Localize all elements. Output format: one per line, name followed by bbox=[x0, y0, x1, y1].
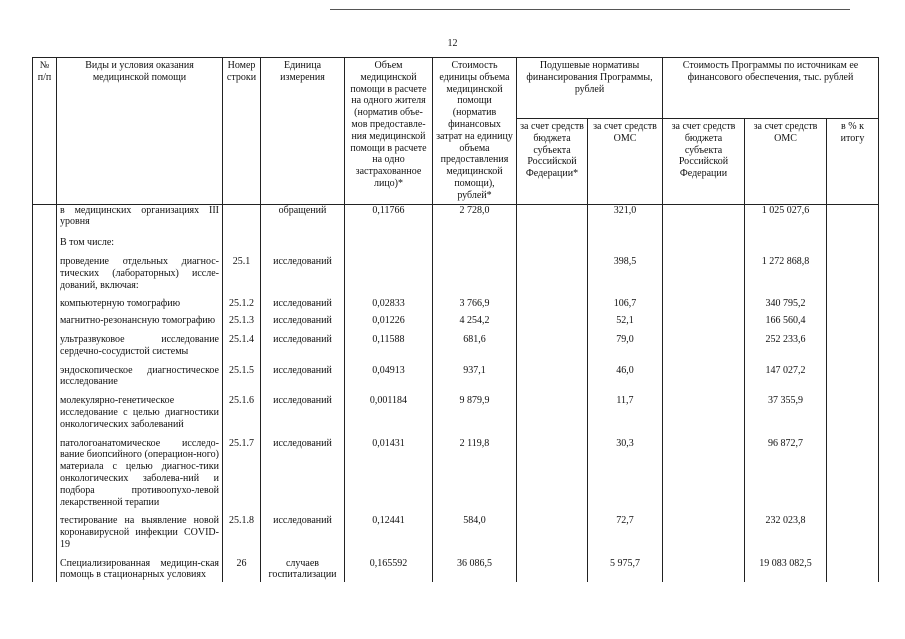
row-per-capita-oms: 321,0 bbox=[588, 204, 663, 229]
row-cost: 4 254,2 bbox=[433, 311, 517, 328]
row-per-capita-budget bbox=[517, 292, 588, 311]
row-per-capita-oms: 106,7 bbox=[588, 292, 663, 311]
row-name: патологоанатомическое исследо-вание биопсийного (операцион-ного) материала с целью диагнос-тики онкологических заболева-ний и подбора противоопухо-левой лекарственной терапии bbox=[57, 432, 223, 510]
row-per-capita-budget bbox=[517, 311, 588, 328]
row-cost: 937,1 bbox=[433, 359, 517, 390]
row-line: 25.1.4 bbox=[223, 328, 261, 359]
header-types: Виды и условия оказания медицинской помощи bbox=[57, 58, 223, 205]
row-name: проведение отдельных диагнос-тических (лабораторных) иссле-дований, включая: bbox=[57, 250, 223, 292]
row-unit: исследований bbox=[261, 359, 345, 390]
row-per-capita-budget bbox=[517, 359, 588, 390]
row-unit: исследований bbox=[261, 250, 345, 292]
row-volume: 0,01226 bbox=[345, 311, 433, 328]
row-num bbox=[33, 432, 57, 510]
row-num bbox=[33, 204, 57, 229]
row-program-budget bbox=[663, 311, 745, 328]
row-name: магнитно-резонансную томографию bbox=[57, 311, 223, 328]
header-unit: Единица измерения bbox=[261, 58, 345, 205]
row-name: компьютерную томографию bbox=[57, 292, 223, 311]
row-per-capita-oms: 79,0 bbox=[588, 328, 663, 359]
row-per-capita-budget bbox=[517, 250, 588, 292]
row-program-pct bbox=[827, 250, 879, 292]
row-program-oms: 1 025 027,6 bbox=[745, 204, 827, 229]
row-unit: исследований bbox=[261, 328, 345, 359]
row-per-capita-budget bbox=[517, 229, 588, 250]
row-unit bbox=[261, 229, 345, 250]
row-cost: 3 766,9 bbox=[433, 292, 517, 311]
table-row bbox=[33, 328, 879, 359]
row-program-oms: 232 023,8 bbox=[745, 509, 827, 551]
row-program-budget bbox=[663, 389, 745, 431]
row-name: Специализированная медицин-ская помощь в стационарных условиях bbox=[57, 552, 223, 583]
page-number: 12 bbox=[447, 38, 458, 49]
table-body bbox=[33, 204, 879, 582]
header-program-pct: в % к итогу bbox=[827, 119, 879, 205]
row-program-oms bbox=[745, 229, 827, 250]
row-program-budget bbox=[663, 292, 745, 311]
row-volume: 0,165592 bbox=[345, 552, 433, 583]
row-per-capita-budget bbox=[517, 389, 588, 431]
row-num bbox=[33, 292, 57, 311]
header-volume: Объем медицинской помощи в расчете на одного жителя (норматив объе-мов предоставле-ния медицинской помощи в расчете на одно застрахованное лицо)* bbox=[345, 58, 433, 205]
row-program-pct bbox=[827, 328, 879, 359]
row-num bbox=[33, 389, 57, 431]
row-program-pct bbox=[827, 509, 879, 551]
row-per-capita-oms bbox=[588, 229, 663, 250]
row-volume: 0,001184 bbox=[345, 389, 433, 431]
row-program-budget bbox=[663, 432, 745, 510]
row-volume: 0,12441 bbox=[345, 509, 433, 551]
row-program-budget bbox=[663, 328, 745, 359]
table-row bbox=[33, 292, 879, 311]
row-num bbox=[33, 311, 57, 328]
row-program-oms: 147 027,2 bbox=[745, 359, 827, 390]
header-program-cost: Стоимость Программы по источникам ее финансового обеспечения, тыс. рублей bbox=[663, 58, 879, 119]
row-program-pct bbox=[827, 432, 879, 510]
row-cost bbox=[433, 250, 517, 292]
row-per-capita-oms: 30,3 bbox=[588, 432, 663, 510]
table-row bbox=[33, 204, 879, 229]
row-cost: 584,0 bbox=[433, 509, 517, 551]
row-name: в медицинских организациях III уровня bbox=[57, 204, 223, 229]
row-program-oms: 1 272 868,8 bbox=[745, 250, 827, 292]
row-line: 25.1.5 bbox=[223, 359, 261, 390]
row-program-pct bbox=[827, 311, 879, 328]
row-per-capita-budget bbox=[517, 509, 588, 551]
row-unit: исследований bbox=[261, 389, 345, 431]
row-line bbox=[223, 229, 261, 250]
row-unit: исследований bbox=[261, 292, 345, 311]
row-per-capita-oms: 5 975,7 bbox=[588, 552, 663, 583]
row-program-budget bbox=[663, 250, 745, 292]
row-line: 25.1 bbox=[223, 250, 261, 292]
row-line: 25.1.6 bbox=[223, 389, 261, 431]
row-per-capita-oms: 52,1 bbox=[588, 311, 663, 328]
header-program-oms: за счет средств ОМС bbox=[745, 119, 827, 205]
row-per-capita-oms: 11,7 bbox=[588, 389, 663, 431]
row-per-capita-budget bbox=[517, 432, 588, 510]
row-program-oms: 340 795,2 bbox=[745, 292, 827, 311]
row-program-pct bbox=[827, 552, 879, 583]
row-per-capita-budget bbox=[517, 552, 588, 583]
row-program-oms: 166 560,4 bbox=[745, 311, 827, 328]
row-num bbox=[33, 359, 57, 390]
row-unit: исследований bbox=[261, 311, 345, 328]
row-cost: 9 879,9 bbox=[433, 389, 517, 431]
row-line: 25.1.8 bbox=[223, 509, 261, 551]
row-name: В том числе: bbox=[57, 229, 223, 250]
row-name: ультразвуковое исследование сердечно-сосудистой системы bbox=[57, 328, 223, 359]
row-program-budget bbox=[663, 509, 745, 551]
row-program-budget bbox=[663, 552, 745, 583]
row-cost bbox=[433, 229, 517, 250]
table-row bbox=[33, 432, 879, 510]
row-program-budget bbox=[663, 229, 745, 250]
row-per-capita-budget bbox=[517, 204, 588, 229]
row-per-capita-oms: 398,5 bbox=[588, 250, 663, 292]
header-row-1 bbox=[33, 58, 879, 119]
normatives-table bbox=[32, 57, 879, 582]
row-program-oms: 37 355,9 bbox=[745, 389, 827, 431]
header-per-capita-budget: за счет средств бюджета субъекта Российской Федерации* bbox=[517, 119, 588, 205]
row-line: 25.1.7 bbox=[223, 432, 261, 510]
row-num bbox=[33, 229, 57, 250]
table-row bbox=[33, 311, 879, 328]
row-program-oms: 19 083 082,5 bbox=[745, 552, 827, 583]
header-num: № п/п bbox=[33, 58, 57, 205]
row-volume bbox=[345, 250, 433, 292]
header-program-budget: за счет средств бюджета субъекта Российской Федерации bbox=[663, 119, 745, 205]
row-line: 25.1.2 bbox=[223, 292, 261, 311]
row-per-capita-oms: 46,0 bbox=[588, 359, 663, 390]
table-row bbox=[33, 389, 879, 431]
row-program-oms: 96 872,7 bbox=[745, 432, 827, 510]
row-name: молекулярно-генетическое исследование с целью диагностики онкологических заболеваний bbox=[57, 389, 223, 431]
row-unit: исследований bbox=[261, 432, 345, 510]
table-row bbox=[33, 250, 879, 292]
table-row bbox=[33, 229, 879, 250]
header-cost: Стоимость единицы объема медицинской помощи (норматив финансовых затрат на единицу объема предоставления медицинской помощи), рублей* bbox=[433, 58, 517, 205]
row-volume: 0,11766 bbox=[345, 204, 433, 229]
row-program-oms: 252 233,6 bbox=[745, 328, 827, 359]
row-volume: 0,04913 bbox=[345, 359, 433, 390]
header-line-no: Номер строки bbox=[223, 58, 261, 205]
row-program-pct bbox=[827, 359, 879, 390]
row-cost: 2 119,8 bbox=[433, 432, 517, 510]
row-unit: обращений bbox=[261, 204, 345, 229]
row-program-pct bbox=[827, 389, 879, 431]
row-program-budget bbox=[663, 359, 745, 390]
row-name: тестирование на выявление новой коронавирусной инфекции COVID-19 bbox=[57, 509, 223, 551]
table-row bbox=[33, 359, 879, 390]
row-num bbox=[33, 552, 57, 583]
header-per-capita: Подушевые нормативы финансирования Программы, рублей bbox=[517, 58, 663, 119]
row-volume: 0,11588 bbox=[345, 328, 433, 359]
row-program-pct bbox=[827, 229, 879, 250]
row-cost: 36 086,5 bbox=[433, 552, 517, 583]
table-row bbox=[33, 509, 879, 551]
row-line bbox=[223, 204, 261, 229]
top-rule bbox=[330, 9, 850, 10]
row-num bbox=[33, 328, 57, 359]
row-cost: 2 728,0 bbox=[433, 204, 517, 229]
row-cost: 681,6 bbox=[433, 328, 517, 359]
row-volume: 0,01431 bbox=[345, 432, 433, 510]
row-line: 26 bbox=[223, 552, 261, 583]
row-num bbox=[33, 250, 57, 292]
row-unit: случаев госпитализации bbox=[261, 552, 345, 583]
row-program-pct bbox=[827, 292, 879, 311]
row-program-budget bbox=[663, 204, 745, 229]
table-row bbox=[33, 552, 879, 583]
row-per-capita-budget bbox=[517, 328, 588, 359]
row-line: 25.1.3 bbox=[223, 311, 261, 328]
row-name: эндоскопическое диагностическое исследование bbox=[57, 359, 223, 390]
header-per-capita-oms: за счет средств ОМС bbox=[588, 119, 663, 205]
row-unit: исследований bbox=[261, 509, 345, 551]
row-num bbox=[33, 509, 57, 551]
row-program-pct bbox=[827, 204, 879, 229]
row-volume bbox=[345, 229, 433, 250]
row-volume: 0,02833 bbox=[345, 292, 433, 311]
row-per-capita-oms: 72,7 bbox=[588, 509, 663, 551]
